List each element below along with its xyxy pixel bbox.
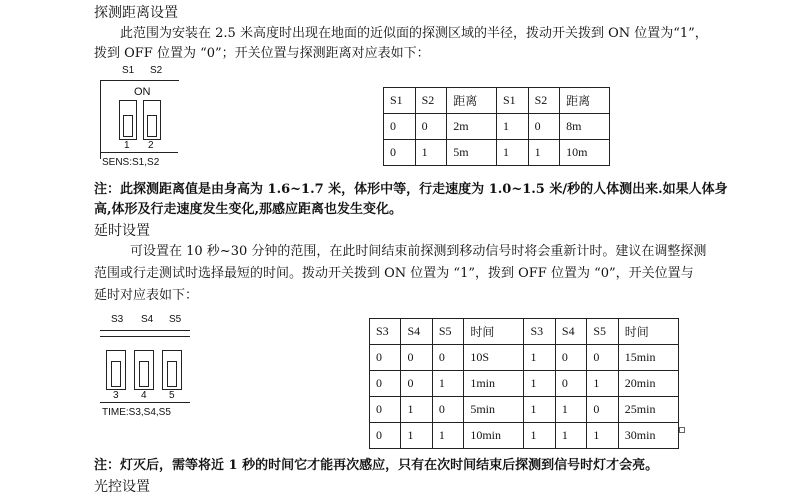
table-cell: 0 <box>432 345 463 371</box>
dip-num-5: 5 <box>169 390 175 401</box>
table-cell: 1 <box>401 397 432 423</box>
table-row <box>370 423 679 449</box>
table-cell: S2 <box>415 88 447 114</box>
table-cell: 距离 <box>560 88 610 114</box>
table-cell: 时间 <box>618 319 678 345</box>
table-cell: 0 <box>528 114 560 140</box>
table-cell: 1 <box>432 423 463 449</box>
table-cell: 1 <box>524 371 555 397</box>
dip-rail-top-1 <box>100 330 190 331</box>
table-row <box>370 371 679 397</box>
table-cell: S5 <box>432 319 463 345</box>
table-cell: 0 <box>587 345 618 371</box>
table-cell: 1min <box>464 371 524 397</box>
table-cell: 1 <box>524 423 555 449</box>
table-cell: S3 <box>524 319 555 345</box>
table-cell: 10m <box>560 140 610 166</box>
dip-switch-2 <box>143 100 161 140</box>
table-cell: 0 <box>401 345 432 371</box>
dip-caption: TIME:S3,S4,S5 <box>102 407 171 418</box>
table-cell: 1 <box>496 114 528 140</box>
dip-switch-3 <box>106 350 126 390</box>
dip-base-line <box>100 152 178 153</box>
table-cell: S2 <box>528 88 560 114</box>
dip-label-s3: S3 <box>111 314 124 325</box>
dip-switch-5 <box>162 350 182 390</box>
table-cell: 1 <box>555 423 586 449</box>
table-cell: 1 <box>587 371 618 397</box>
dip-label-s4: S4 <box>141 314 154 325</box>
table-cell: 0 <box>370 423 401 449</box>
sens-distance-table <box>383 87 610 166</box>
dip-switch-1 <box>119 100 137 140</box>
dip-caption: SENS:S1,S2 <box>102 157 160 168</box>
delay-time-table <box>369 318 679 449</box>
table-cell: 1 <box>524 345 555 371</box>
table-cell: 1 <box>432 371 463 397</box>
dip-num-4: 4 <box>141 390 147 401</box>
delay-dip-switch <box>100 312 210 422</box>
table-cell: S5 <box>587 319 618 345</box>
dip-label-s5: S5 <box>169 314 182 325</box>
table-cell: 1 <box>587 423 618 449</box>
table-resize-handle[interactable] <box>679 427 685 433</box>
sens-note-line1: 注：此探测距离值是由身高为 1.6~1.7 米，体形中等，行走速度为 1.0~1.5 米/秒的人体测出来.如果人体身 <box>94 182 728 197</box>
table-cell: 10min <box>464 423 524 449</box>
table-header-row <box>370 319 679 345</box>
dip-rail-top-2 <box>100 336 190 337</box>
table-cell: 5min <box>464 397 524 423</box>
dip-base-line <box>100 402 190 403</box>
table-cell: S1 <box>496 88 528 114</box>
dip-num-2: 2 <box>148 140 154 151</box>
sens-note-line2: 高,体形及行走速度发生变化,那感应距离也发生变化。 <box>94 202 403 217</box>
table-cell: 1 <box>555 397 586 423</box>
table-header-row <box>384 88 610 114</box>
table-cell: 1 <box>401 423 432 449</box>
table-cell: 0 <box>370 371 401 397</box>
table-row <box>370 345 679 371</box>
table-cell: 15min <box>618 345 678 371</box>
table-cell: 1 <box>496 140 528 166</box>
table-cell: 30min <box>618 423 678 449</box>
table-cell: S1 <box>384 88 416 114</box>
table-cell: 0 <box>401 371 432 397</box>
table-cell: S4 <box>401 319 432 345</box>
dip-on-label: ON <box>134 86 151 98</box>
table-cell: 0 <box>555 345 586 371</box>
delay-note: 注：灯灭后，需等将近 1 秒的时间它才能再次感应，只有在次时间结束后探测到信号时灯才会亮。 <box>94 458 659 473</box>
sens-paragraph-line2: 拨到 OFF 位置为 “0”；开关位置与探测距离对应表如下： <box>94 46 430 61</box>
dip-label-s1: S1 <box>122 65 135 76</box>
table-cell: 0 <box>587 397 618 423</box>
delay-heading: 延时设置 <box>94 223 150 239</box>
table-row <box>370 397 679 423</box>
table-cell: 0 <box>432 397 463 423</box>
sens-heading: 探测距离设置 <box>94 5 178 21</box>
table-row <box>384 114 610 140</box>
dip-label-s2: S2 <box>150 65 163 76</box>
table-cell: 0 <box>370 345 401 371</box>
sens-paragraph-line1: 此范围为安装在 2.5 米高度时出现在地面的近似面的探测区域的半径，拨动开关拨到 ON 位置为“1”， <box>120 26 708 41</box>
delay-paragraph-line1: 可设置在 10 秒~30 分钟的范围，在此时间结束前探测到移动信号时将会重新计时。建议在调整探测 <box>130 244 707 259</box>
sens-dip-switch <box>100 62 220 172</box>
dip-num-1: 1 <box>124 140 130 151</box>
table-cell: 1 <box>528 140 560 166</box>
light-heading: 光控设置 <box>94 479 150 495</box>
table-cell: 距离 <box>447 88 497 114</box>
dip-num-3: 3 <box>113 390 119 401</box>
table-cell: 25min <box>618 397 678 423</box>
table-cell: 10S <box>464 345 524 371</box>
delay-paragraph-line2: 范围或行走测试时选择最短的时间。拨动开关拨到 ON 位置为 “1”，拨到 OFF 位置为 “0”，开关位置与 <box>94 266 694 281</box>
table-cell: 0 <box>415 114 447 140</box>
table-cell: 1 <box>524 397 555 423</box>
delay-paragraph-line3: 延时对应表如下： <box>94 288 199 303</box>
table-cell: 0 <box>555 371 586 397</box>
table-cell: 0 <box>370 397 401 423</box>
dip-switch-4 <box>134 350 154 390</box>
table-cell: 8m <box>560 114 610 140</box>
table-cell: 1 <box>415 140 447 166</box>
table-row <box>384 140 610 166</box>
table-cell: 20min <box>618 371 678 397</box>
table-cell: 0 <box>384 114 416 140</box>
table-cell: S4 <box>555 319 586 345</box>
table-cell: 2m <box>447 114 497 140</box>
table-cell: 时间 <box>464 319 524 345</box>
table-cell: S3 <box>370 319 401 345</box>
table-cell: 0 <box>384 140 416 166</box>
table-cell: 5m <box>447 140 497 166</box>
